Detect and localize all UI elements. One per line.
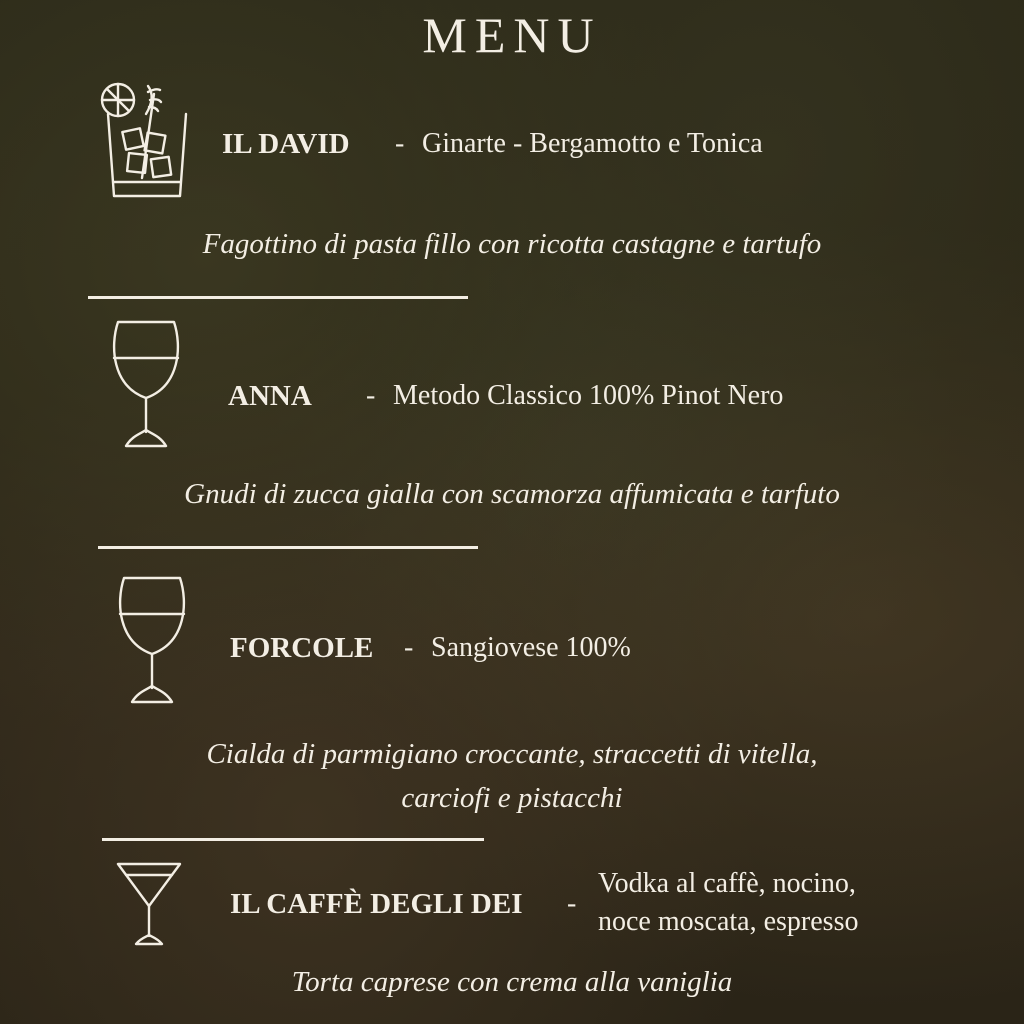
- item-drink: Ginarte - Bergamotto e Tonica: [422, 128, 763, 159]
- martini-glass-icon: [114, 858, 184, 948]
- item-drink-line-1: Vodka al caffè, nocino,: [598, 868, 856, 899]
- divider: [98, 546, 478, 549]
- divider: [88, 296, 468, 299]
- item-dish-line-1: Cialda di parmigiano croccante, straccetti di vitella,: [206, 738, 818, 770]
- item-name: IL DAVID: [222, 128, 350, 160]
- item-dish-line-2: carciofi e pistacchi: [401, 782, 623, 814]
- item-name: FORCOLE: [230, 632, 374, 664]
- item-drink: Sangiovese 100%: [431, 632, 631, 663]
- separator: -: [395, 128, 405, 159]
- separator: -: [567, 888, 577, 919]
- cocktail-glass-icon: [94, 74, 194, 204]
- separator: -: [366, 380, 376, 411]
- wine-glass-icon: [114, 574, 190, 710]
- item-name: IL CAFFÈ DEGLI DEI: [230, 888, 523, 920]
- separator: -: [404, 632, 414, 663]
- item-name: ANNA: [228, 380, 312, 412]
- item-dish: Fagottino di pasta fillo con ricotta castagne e tartufo: [202, 228, 822, 260]
- menu-title: MENU: [422, 7, 602, 63]
- wine-glass-icon: [108, 318, 184, 454]
- item-drink-line-2: noce moscata, espresso: [598, 906, 859, 937]
- item-dish: Gnudi di zucca gialla con scamorza affumicata e tarfuto: [184, 478, 840, 510]
- item-dish: Torta caprese con crema alla vaniglia: [291, 966, 733, 998]
- divider: [102, 838, 484, 841]
- item-drink: Metodo Classico 100% Pinot Nero: [393, 380, 784, 411]
